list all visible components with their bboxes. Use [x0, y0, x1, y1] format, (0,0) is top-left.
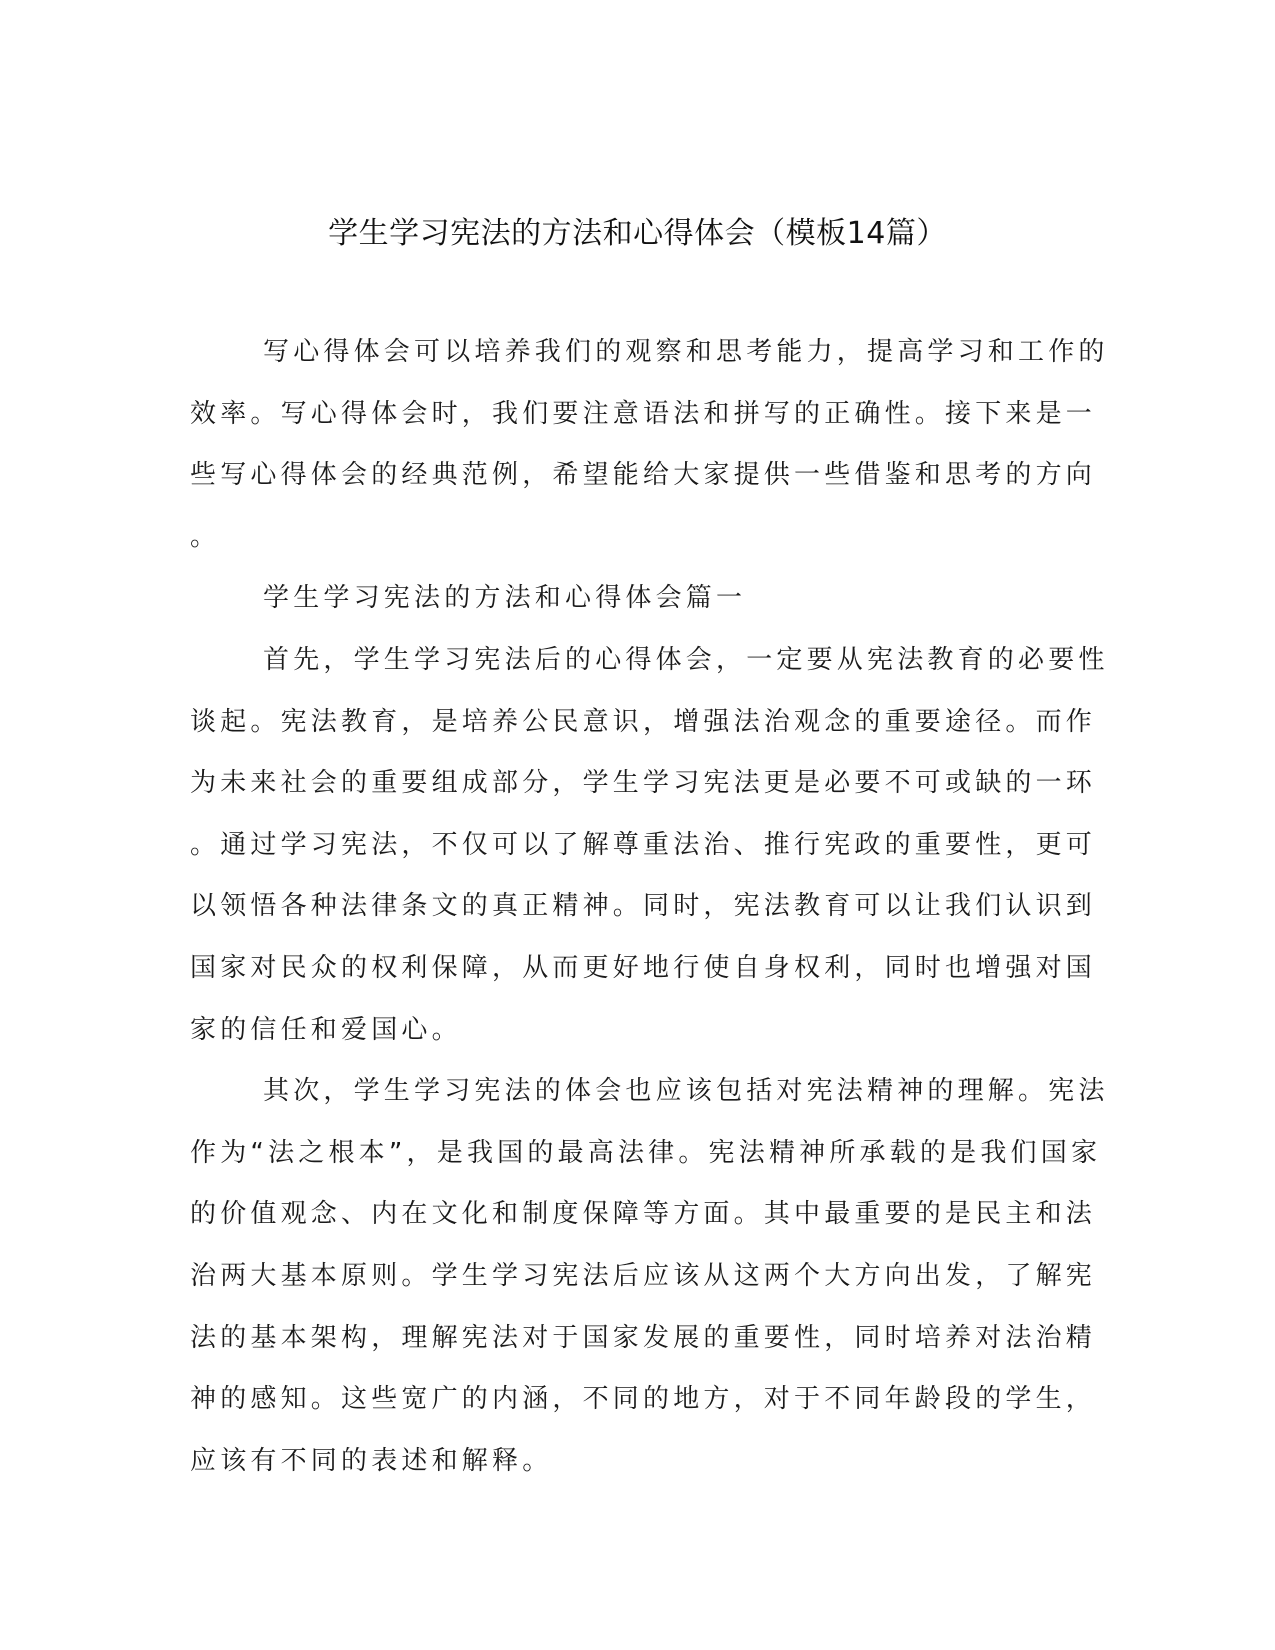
document-body	[190, 322, 1109, 1492]
text-line: 。通过学习宪法，不仅可以了解尊重法治、推行宪政的重要性，更可	[190, 829, 1097, 860]
text-line: 些写心得体会的经典范例，希望能给大家提供一些借鉴和思考的方向	[190, 460, 1097, 491]
document-title: 学生学习宪法的方法和心得体会（模板14篇）	[328, 216, 947, 251]
text-line: 家的信任和爱国心。	[190, 1014, 462, 1045]
text-line: 作为“法之根本”，是我国的最高法律。宪法精神所承载的是我们国家	[190, 1137, 1102, 1168]
text-line: 的价值观念、内在文化和制度保障等方面。其中最重要的是民主和法	[190, 1199, 1097, 1230]
text-line: 其次，学生学习宪法的体会也应该包括对宪法精神的理解。宪法	[263, 1076, 1109, 1107]
text-line: 谈起。宪法教育，是培养公民意识，增强法治观念的重要途径。而作	[190, 706, 1097, 737]
text-line: 神的感知。这些宽广的内涵，不同的地方，对于不同年龄段的学生，	[190, 1384, 1097, 1415]
text-line: 效率。写心得体会时，我们要注意语法和拼写的正确性。接下来是一	[190, 398, 1097, 429]
text-line: 。	[190, 521, 221, 552]
text-line: 学生学习宪法的方法和心得体会篇一	[263, 583, 747, 614]
text-line: 治两大基本原则。学生学习宪法后应该从这两个大方向出发，了解宪	[190, 1260, 1097, 1291]
text-line: 以领悟各种法律条文的真正精神。同时，宪法教育可以让我们认识到	[190, 891, 1097, 922]
text-line: 法的基本架构，理解宪法对于国家发展的重要性，同时培养对法治精	[190, 1322, 1097, 1353]
text-line: 写心得体会可以培养我们的观察和思考能力，提高学习和工作的	[263, 337, 1109, 367]
text-line: 为未来社会的重要组成部分，学生学习宪法更是必要不可或缺的一环	[190, 768, 1097, 799]
text-line: 首先，学生学习宪法后的心得体会，一定要从宪法教育的必要性	[263, 644, 1109, 675]
text-line: 国家对民众的权利保障，从而更好地行使自身权利，同时也增强对国	[190, 952, 1097, 983]
text-line: 应该有不同的表述和解释。	[190, 1445, 553, 1476]
